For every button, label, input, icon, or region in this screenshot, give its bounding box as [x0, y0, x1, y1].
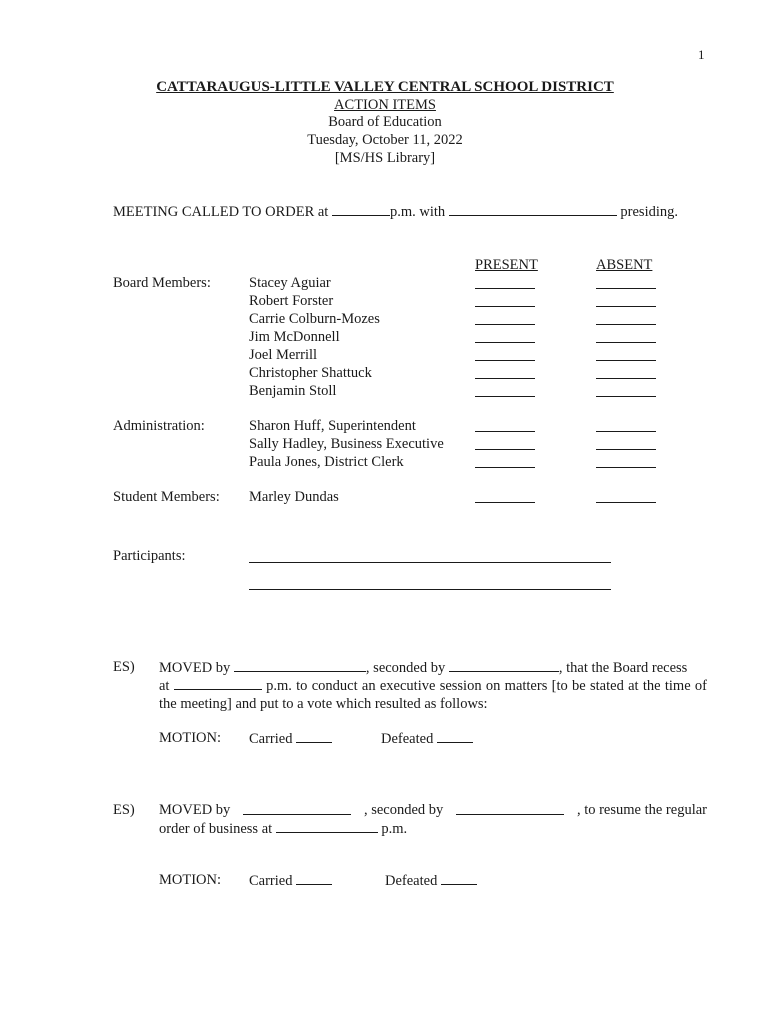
carried-blank[interactable]: [296, 729, 332, 743]
administration-label: Administration:: [113, 418, 205, 434]
present-blank[interactable]: [475, 324, 535, 325]
at-label: at: [159, 678, 170, 694]
time-blank[interactable]: [332, 202, 390, 216]
defeated-label: Defeated: [385, 873, 438, 889]
admin-name: Sharon Huff, Superintendent: [249, 418, 416, 434]
member-name: Benjamin Stoll: [249, 383, 337, 399]
absent-blank[interactable]: [596, 360, 656, 361]
motion-2-line-2: [159, 819, 407, 838]
absent-blank[interactable]: [596, 306, 656, 307]
meeting-location: [MS/HS Library]: [334, 150, 436, 166]
district-title: CATTARAUGUS-LITTLE VALLEY CENTRAL SCHOOL DISTRICT: [156, 79, 614, 95]
moved-by-label: MOVED by: [159, 802, 231, 818]
seconded-by-label: , seconded by: [363, 802, 444, 818]
present-blank[interactable]: [475, 378, 535, 379]
absent-blank[interactable]: [596, 396, 656, 397]
absent-blank[interactable]: [596, 342, 656, 343]
motion-2-line-1: [159, 801, 707, 819]
member-name: Carrie Colburn-Mozes: [249, 311, 380, 327]
moved-by-blank[interactable]: [243, 801, 351, 815]
page-number: 1: [698, 47, 705, 62]
action-items-title: ACTION ITEMS: [334, 97, 436, 113]
admin-name: Paula Jones, District Clerk: [249, 454, 404, 470]
seconded-by-label: , seconded by: [365, 660, 446, 676]
motion-1-line-1: [159, 658, 687, 677]
admin-name: Sally Hadley, Business Executive: [249, 436, 444, 452]
call-to-order-prefix: MEETING CALLED TO ORDER at: [113, 204, 329, 220]
order-of-business-text: order of business at: [159, 821, 273, 837]
defeated-blank[interactable]: [437, 729, 473, 743]
present-blank[interactable]: [475, 306, 535, 307]
carried-label: Carried: [249, 731, 293, 747]
pm-label: p.m.: [381, 821, 408, 837]
present-blank[interactable]: [475, 431, 535, 432]
present-blank[interactable]: [475, 360, 535, 361]
student-members-label: Student Members:: [113, 489, 220, 505]
motion-1-body: [159, 676, 707, 713]
presiding-blank[interactable]: [449, 202, 617, 216]
motion-label: MOTION:: [159, 730, 222, 746]
defeated-field: [381, 729, 473, 748]
pm-with: p.m. with: [389, 204, 446, 220]
present-blank[interactable]: [475, 467, 535, 468]
member-name: Jim McDonnell: [249, 329, 340, 345]
board-members-label: Board Members:: [113, 275, 211, 291]
absent-blank[interactable]: [596, 288, 656, 289]
motion-tag: ES): [113, 659, 135, 675]
meeting-date: Tuesday, October 11, 2022: [307, 132, 463, 148]
motion-label: MOTION:: [159, 872, 222, 888]
absent-blank[interactable]: [596, 431, 656, 432]
motion-tag: ES): [113, 802, 135, 818]
seconded-by-blank[interactable]: [449, 658, 559, 672]
member-name: Stacey Aguiar: [249, 275, 331, 291]
present-blank[interactable]: [475, 502, 535, 503]
carried-field: [249, 729, 332, 748]
defeated-label: Defeated: [381, 731, 434, 747]
absent-blank[interactable]: [596, 467, 656, 468]
present-blank[interactable]: [475, 342, 535, 343]
defeated-field: [385, 871, 477, 890]
present-blank[interactable]: [475, 449, 535, 450]
present-header: PRESENT: [475, 257, 538, 273]
call-to-order: [113, 202, 678, 221]
participants-line[interactable]: [249, 562, 611, 563]
participants-line[interactable]: [249, 589, 611, 590]
carried-label: Carried: [249, 873, 293, 889]
defeated-blank[interactable]: [441, 871, 477, 885]
seconded-by-blank[interactable]: [456, 801, 564, 815]
board-of-education: Board of Education: [328, 114, 442, 130]
moved-by-blank[interactable]: [234, 658, 366, 672]
carried-field: [249, 871, 332, 890]
recess-time-blank[interactable]: [174, 676, 262, 690]
carried-blank[interactable]: [296, 871, 332, 885]
participants-label: Participants:: [113, 548, 186, 564]
member-name: Joel Merrill: [249, 347, 318, 363]
presiding-label: presiding.: [620, 204, 678, 220]
present-blank[interactable]: [475, 396, 535, 397]
executive-session-text: p.m. to conduct an executive session on matters [to be stated at the time of the meeting] and put to a vote which resulted as follows:: [159, 678, 708, 712]
absent-blank[interactable]: [596, 449, 656, 450]
absent-blank[interactable]: [596, 324, 656, 325]
student-name: Marley Dundas: [249, 489, 339, 505]
member-name: Christopher Shattuck: [249, 365, 372, 381]
recess-text: , that the Board recess: [558, 660, 688, 676]
resume-text: , to resume the regular: [576, 802, 707, 818]
absent-header: ABSENT: [596, 257, 653, 273]
resume-time-blank[interactable]: [276, 819, 378, 833]
member-name: Robert Forster: [249, 293, 334, 309]
absent-blank[interactable]: [596, 378, 656, 379]
moved-by-label: MOVED by: [159, 660, 231, 676]
present-blank[interactable]: [475, 288, 535, 289]
absent-blank[interactable]: [596, 502, 656, 503]
